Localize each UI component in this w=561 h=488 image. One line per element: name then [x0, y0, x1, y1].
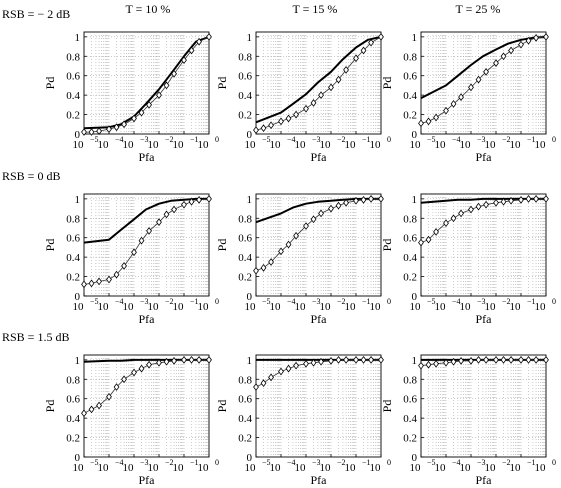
x-tick-label: 10 — [172, 139, 184, 151]
x-tick-label: 10 — [197, 139, 209, 151]
x-tick-exponent: −2 — [165, 458, 174, 467]
x-tick-label: 10 — [534, 139, 546, 151]
x-tick-label: 10 — [244, 139, 256, 151]
x-tick-exponent: −5 — [427, 297, 436, 306]
column-title-t15: T = 15 % — [292, 2, 338, 16]
y-tick-label: 0.4 — [66, 90, 80, 103]
x-tick-exponent: −2 — [337, 297, 346, 306]
x-tick-exponent: −4 — [452, 297, 461, 306]
plot-area — [256, 355, 381, 457]
x-axis-label: Pfa — [475, 150, 492, 164]
y-axis-label: Pd — [380, 238, 394, 252]
x-tick-label: 10 — [369, 462, 381, 474]
x-tick-label: 10 — [344, 139, 356, 151]
x-tick-exponent: −1 — [190, 297, 199, 306]
plot-area — [84, 355, 209, 457]
x-tick-label: 10 — [434, 462, 446, 474]
panel-r0-c2 — [380, 32, 556, 164]
y-tick-label: 0.2 — [66, 271, 80, 284]
y-tick-label: 1 — [74, 193, 80, 206]
x-tick-label: 10 — [244, 462, 256, 474]
y-tick-label: 0 — [74, 129, 80, 141]
y-tick-label: 0.2 — [403, 109, 417, 122]
x-tick-exponent: −2 — [502, 458, 511, 467]
y-tick-label: 1 — [246, 193, 252, 206]
y-tick-label: 0.6 — [238, 393, 252, 406]
x-tick-exponent: −3 — [140, 135, 149, 144]
y-tick-label: 0.6 — [238, 232, 252, 245]
x-tick-exponent: −3 — [477, 135, 486, 144]
x-tick-label: 10 — [509, 462, 521, 474]
y-tick-label: 0.6 — [238, 70, 252, 83]
panel-r1-c1 — [215, 194, 391, 326]
x-tick-exponent: −4 — [452, 458, 461, 467]
x-tick-label: 10 — [319, 462, 331, 474]
x-tick-label: 10 — [484, 139, 496, 151]
y-tick-label: 0 — [246, 452, 252, 464]
x-tick-exponent: −5 — [262, 297, 271, 306]
x-tick-label: 10 — [409, 462, 421, 474]
y-axis-label: Pd — [380, 399, 394, 413]
x-tick-exponent: 0 — [387, 297, 391, 306]
x-tick-label: 10 — [294, 139, 306, 151]
x-tick-exponent: −2 — [337, 458, 346, 467]
plot-area — [421, 194, 546, 296]
y-tick-label: 0.4 — [403, 413, 417, 426]
y-axis-label: Pd — [380, 76, 394, 90]
x-tick-label: 10 — [459, 462, 471, 474]
x-tick-exponent: −5 — [262, 458, 271, 467]
y-axis-label: Pd — [43, 238, 57, 252]
x-tick-exponent: −3 — [312, 297, 321, 306]
x-tick-exponent: −5 — [427, 135, 436, 144]
x-tick-label: 10 — [294, 462, 306, 474]
y-tick-label: 0.2 — [238, 271, 252, 284]
y-tick-label: 0.6 — [66, 70, 80, 83]
panel-r0-c1 — [215, 32, 391, 164]
y-tick-label: 1 — [246, 354, 252, 367]
x-tick-label: 10 — [172, 462, 184, 474]
y-tick-label: 0.8 — [66, 374, 80, 387]
y-tick-label: 0.6 — [403, 393, 417, 406]
x-tick-exponent: −3 — [312, 458, 321, 467]
x-tick-exponent: −5 — [262, 135, 271, 144]
y-tick-label: 1 — [74, 354, 80, 367]
y-tick-label: 0 — [74, 452, 80, 464]
x-tick-exponent: −1 — [527, 135, 536, 144]
x-tick-exponent: −4 — [287, 458, 296, 467]
chart-panels — [43, 32, 556, 487]
y-tick-label: 0 — [411, 129, 417, 141]
x-tick-label: 10 — [172, 301, 184, 313]
x-tick-exponent: −4 — [287, 297, 296, 306]
y-tick-label: 0.6 — [403, 232, 417, 245]
y-tick-label: 0.8 — [403, 213, 417, 226]
x-axis-label: Pfa — [475, 312, 492, 326]
x-tick-label: 10 — [122, 139, 134, 151]
x-tick-exponent: 0 — [215, 458, 219, 467]
y-axis-label: Pd — [43, 76, 57, 90]
x-tick-label: 10 — [459, 301, 471, 313]
x-tick-exponent: −2 — [502, 135, 511, 144]
x-tick-label: 10 — [147, 462, 159, 474]
x-tick-exponent: 0 — [387, 135, 391, 144]
y-tick-label: 0.8 — [238, 374, 252, 387]
y-tick-label: 0.8 — [66, 51, 80, 64]
x-tick-exponent: 0 — [215, 297, 219, 306]
x-tick-exponent: −2 — [337, 135, 346, 144]
x-axis-label: Pfa — [138, 150, 155, 164]
plot-area — [256, 194, 381, 296]
x-tick-label: 10 — [369, 139, 381, 151]
x-tick-exponent: −5 — [427, 458, 436, 467]
y-tick-label: 0.4 — [66, 413, 80, 426]
y-tick-label: 0.2 — [238, 109, 252, 122]
x-tick-exponent: −3 — [312, 135, 321, 144]
y-tick-label: 1 — [246, 31, 252, 44]
x-tick-exponent: −2 — [502, 297, 511, 306]
x-tick-exponent: −3 — [140, 458, 149, 467]
x-tick-exponent: −5 — [90, 135, 99, 144]
x-tick-label: 10 — [269, 301, 281, 313]
panel-r2-c2 — [380, 355, 556, 487]
y-axis-label: Pd — [215, 76, 229, 90]
x-tick-label: 10 — [434, 301, 446, 313]
y-tick-label: 0.4 — [238, 90, 252, 103]
y-tick-label: 0.2 — [403, 432, 417, 445]
y-tick-label: 0.6 — [66, 393, 80, 406]
y-tick-label: 0 — [411, 291, 417, 303]
panel-r1-c2 — [380, 194, 556, 326]
x-tick-label: 10 — [72, 462, 84, 474]
y-tick-label: 0 — [246, 129, 252, 141]
y-tick-label: 0.6 — [66, 232, 80, 245]
y-tick-label: 0.8 — [238, 51, 252, 64]
x-tick-label: 10 — [319, 301, 331, 313]
y-tick-label: 0.8 — [238, 213, 252, 226]
y-axis-label: Pd — [43, 399, 57, 413]
x-tick-label: 10 — [534, 462, 546, 474]
y-tick-label: 0.8 — [403, 51, 417, 64]
x-tick-label: 10 — [97, 462, 109, 474]
x-tick-label: 10 — [344, 462, 356, 474]
x-tick-exponent: −1 — [190, 135, 199, 144]
x-tick-exponent: 0 — [552, 458, 556, 467]
x-tick-label: 10 — [122, 301, 134, 313]
x-tick-label: 10 — [484, 462, 496, 474]
x-tick-exponent: 0 — [215, 135, 219, 144]
x-tick-label: 10 — [484, 301, 496, 313]
x-tick-exponent: −4 — [287, 135, 296, 144]
row-label-rsb-0: RSB = 0 dB — [2, 169, 61, 183]
y-tick-label: 0 — [74, 291, 80, 303]
x-tick-label: 10 — [197, 462, 209, 474]
x-tick-exponent: 0 — [552, 135, 556, 144]
plot-area — [421, 32, 546, 134]
x-tick-exponent: −1 — [362, 135, 371, 144]
y-tick-label: 0.2 — [66, 109, 80, 122]
y-tick-label: 0.8 — [66, 213, 80, 226]
y-tick-label: 0.4 — [238, 252, 252, 265]
x-axis-label: Pfa — [138, 473, 155, 487]
y-tick-label: 0.8 — [403, 374, 417, 387]
y-tick-label: 0.6 — [403, 70, 417, 83]
row-label-rsb-minus2: RSB = − 2 dB — [2, 7, 71, 21]
x-axis-label: Pfa — [138, 312, 155, 326]
x-tick-exponent: −2 — [165, 297, 174, 306]
x-tick-exponent: −5 — [90, 458, 99, 467]
x-tick-label: 10 — [409, 139, 421, 151]
x-tick-exponent: −1 — [362, 297, 371, 306]
panel-r2-c1 — [215, 355, 391, 487]
x-axis-label: Pfa — [475, 473, 492, 487]
x-tick-label: 10 — [269, 139, 281, 151]
y-tick-label: 0.2 — [238, 432, 252, 445]
y-tick-label: 1 — [411, 31, 417, 44]
x-tick-label: 10 — [72, 301, 84, 313]
y-tick-label: 0.4 — [66, 252, 80, 265]
x-tick-exponent: −5 — [90, 297, 99, 306]
x-tick-exponent: −1 — [527, 458, 536, 467]
plot-area — [421, 355, 546, 457]
row-label-rsb-1.5: RSB = 1.5 dB — [2, 330, 70, 344]
x-axis-label: Pfa — [310, 312, 327, 326]
x-tick-label: 10 — [97, 139, 109, 151]
y-tick-label: 0.4 — [403, 252, 417, 265]
column-title-t10: T = 10 % — [125, 2, 171, 16]
x-axis-label: Pfa — [310, 150, 327, 164]
x-tick-label: 10 — [244, 301, 256, 313]
x-tick-exponent: 0 — [552, 297, 556, 306]
y-tick-label: 0 — [411, 452, 417, 464]
panel-r0-c0 — [43, 32, 219, 164]
x-tick-exponent: −1 — [527, 297, 536, 306]
x-tick-label: 10 — [434, 139, 446, 151]
x-tick-label: 10 — [97, 301, 109, 313]
x-tick-label: 10 — [369, 301, 381, 313]
x-axis-label: Pfa — [310, 473, 327, 487]
panel-r2-c0 — [43, 355, 219, 487]
y-tick-label: 1 — [411, 193, 417, 206]
x-tick-exponent: −4 — [452, 135, 461, 144]
x-tick-exponent: 0 — [387, 458, 391, 467]
x-tick-exponent: −3 — [140, 297, 149, 306]
x-tick-label: 10 — [409, 301, 421, 313]
y-axis-label: Pd — [215, 238, 229, 252]
x-tick-label: 10 — [197, 301, 209, 313]
x-tick-label: 10 — [459, 139, 471, 151]
x-tick-label: 10 — [294, 301, 306, 313]
x-tick-exponent: −1 — [362, 458, 371, 467]
column-title-t25: T = 25 % — [455, 2, 501, 16]
x-tick-label: 10 — [72, 139, 84, 151]
x-tick-exponent: −2 — [165, 135, 174, 144]
x-tick-label: 10 — [147, 139, 159, 151]
panel-r1-c0 — [43, 194, 219, 326]
y-tick-label: 0.4 — [403, 90, 417, 103]
x-tick-label: 10 — [509, 301, 521, 313]
y-axis-label: Pd — [215, 399, 229, 413]
x-tick-label: 10 — [344, 301, 356, 313]
x-tick-label: 10 — [509, 139, 521, 151]
y-tick-label: 0.2 — [403, 271, 417, 284]
x-tick-label: 10 — [534, 301, 546, 313]
y-tick-label: 1 — [74, 31, 80, 44]
x-tick-exponent: −3 — [477, 297, 486, 306]
x-tick-exponent: −4 — [115, 297, 124, 306]
y-tick-label: 0 — [246, 291, 252, 303]
x-tick-label: 10 — [319, 139, 331, 151]
x-tick-label: 10 — [122, 462, 134, 474]
x-tick-label: 10 — [147, 301, 159, 313]
x-tick-exponent: −1 — [190, 458, 199, 467]
x-tick-exponent: −3 — [477, 458, 486, 467]
x-tick-exponent: −4 — [115, 135, 124, 144]
y-tick-label: 0.4 — [238, 413, 252, 426]
x-tick-label: 10 — [269, 462, 281, 474]
y-tick-label: 0.2 — [66, 432, 80, 445]
x-tick-exponent: −4 — [115, 458, 124, 467]
y-tick-label: 1 — [411, 354, 417, 367]
